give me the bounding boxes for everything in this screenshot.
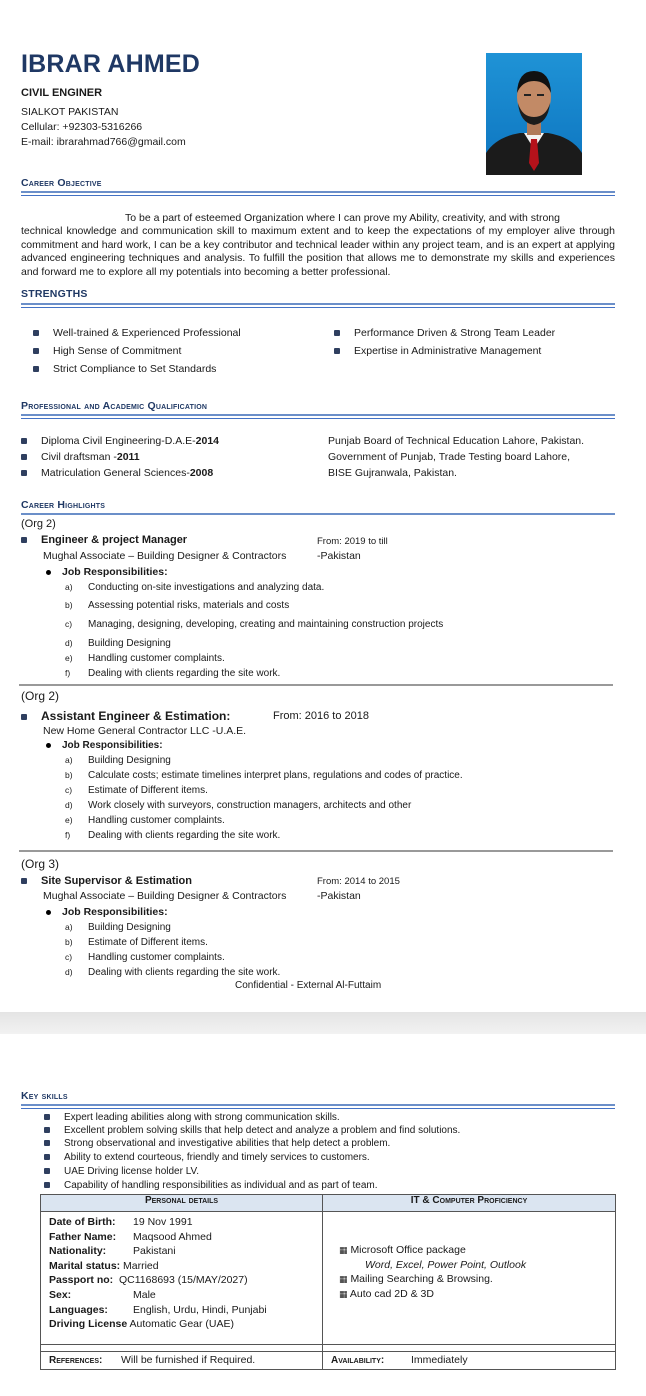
bullet-icon <box>33 366 39 372</box>
confidentiality-footer: Confidential - External Al-Futtaim <box>235 980 382 991</box>
duty-item: e) Handling customer complaints. <box>65 653 225 664</box>
bullet-icon <box>334 330 340 336</box>
bullet-dot-icon <box>46 743 51 748</box>
duty-item: c) Estimate of Different items. <box>65 785 208 796</box>
role-period: From: 2019 to till <box>317 536 388 547</box>
grid-bullet-icon: ▦ <box>339 1274 348 1285</box>
qualification-heading: Professional and Academic Qualification <box>21 400 208 412</box>
bullet-icon <box>33 330 39 336</box>
company-country: -Pakistan <box>317 550 361 562</box>
section-divider <box>21 1108 615 1109</box>
email: E-mail: ibrarahmad766@gmail.com <box>21 136 186 148</box>
detail-row: Father Name: Maqsood Ahmed <box>49 1230 212 1243</box>
duty-item: a) Building Designing <box>65 922 171 933</box>
role-period: From: 2016 to 2018 <box>273 710 370 722</box>
skill-item: Ability to extend courteous, friendly and timely services to customers. <box>44 1152 370 1163</box>
detail-row: Passport no: QC1168693 (15/MAY/2027) <box>49 1274 248 1287</box>
grid-bullet-icon: ▦ <box>339 1288 348 1299</box>
skill-item: Expert leading abilities along with strong communication skills. <box>44 1112 340 1123</box>
bullet-icon <box>21 470 27 476</box>
bullet-icon <box>44 1168 50 1174</box>
grid-bullet-icon: ▦ <box>339 1245 348 1255</box>
skill-item: Excellent problem solving skills that help detect and analyze a problem and find solutions. <box>44 1125 460 1136</box>
qualification-board: Government of Punjab, Trade Testing board Lahore, <box>328 451 571 463</box>
bullet-dot-icon <box>46 910 51 915</box>
qualification-item: Civil draftsman -2011 <box>21 451 140 463</box>
it-item: ▦ Auto cad 2D & 3D <box>339 1287 434 1300</box>
detail-row: Sex: Male <box>49 1288 156 1301</box>
it-item: ▦ Mailing Searching & Browsing. <box>339 1273 493 1286</box>
company-name: Mughal Associate – Building Designer & Contractors <box>43 890 287 902</box>
phone: Cellular: +92303-5316266 <box>21 121 143 133</box>
company-name: Mughal Associate – Building Designer & Contractors <box>43 550 287 562</box>
duty-item: b) Calculate costs; estimate timelines interpret plans, regulations and codes of practice. <box>65 770 463 781</box>
duty-item: b) Assessing potential risks, materials and costs <box>65 600 290 611</box>
duty-item: b) Estimate of Different items. <box>65 937 208 948</box>
references-cell: References: Will be furnished if Required. <box>41 1352 323 1370</box>
detail-row: Marital status: Married <box>49 1259 159 1272</box>
duty-item: a) Building Designing <box>65 755 171 766</box>
bullet-icon <box>44 1114 50 1120</box>
strength-item: Performance Driven & Strong Team Leader <box>334 327 555 339</box>
spacer-cell <box>41 1345 323 1352</box>
qualification-board: BISE Gujranwala, Pakistan. <box>328 467 457 479</box>
objective-first-line: To be a part of esteemed Organization where I can prove my Ability, creativity, and with strong <box>125 212 560 224</box>
duty-item: c) Handling customer complaints. <box>65 952 225 963</box>
responsibilities-label: Job Responsibilities: <box>46 566 168 578</box>
bullet-icon <box>44 1182 50 1188</box>
career-highlights-heading: Career Highlights <box>21 499 106 511</box>
availability-cell: Availability: Immediately <box>323 1352 616 1370</box>
company-name: New Home General Contractor LLC -U.A.E. <box>43 725 247 737</box>
qualification-item: Matriculation General Sciences-2008 <box>21 467 213 479</box>
career-objective-text <box>21 212 615 279</box>
duty-item: c) Managing, designing, developing, creating and maintaining construction projects <box>65 619 444 630</box>
skill-item: Capability of handling responsibilities as individual and as part of team. <box>44 1180 378 1191</box>
bullet-icon <box>21 438 27 444</box>
section-divider <box>21 191 615 193</box>
bullet-icon <box>33 348 39 354</box>
bullet-icon <box>21 537 27 543</box>
bullet-icon <box>334 348 340 354</box>
role-title: Engineer & project Manager <box>21 534 187 546</box>
objective-body: technical knowledge and communication skill to maximum extent and to keep the expectations of my employer alive through commitment and hard work, I can be a key contributor and technical leader within any project team, and is an expert at applying advanced engineering techniques and analysis. To fulfill the position that allows me to demonstrate my skills and experiences and forward me to explore all my potentials into becoming a better professional. <box>21 225 615 278</box>
career-objective-heading: Career Objective <box>21 177 102 189</box>
profile-photo <box>486 53 582 175</box>
qualification-item: Diploma Civil Engineering-D.A.E-2014 <box>21 435 219 447</box>
skill-item: Strong observational and investigative abilities that help detect a problem. <box>44 1138 390 1149</box>
org-label: (Org 2) <box>21 518 56 530</box>
section-divider <box>21 195 615 196</box>
bullet-icon <box>44 1127 50 1133</box>
key-skills-heading: Key skills <box>21 1090 68 1102</box>
bullet-dot-icon <box>46 570 51 575</box>
responsibilities-label: Job Responsibilities: <box>46 740 163 751</box>
bullet-icon <box>21 454 27 460</box>
qualification-board: Punjab Board of Technical Education Lahore, Pakistan. <box>328 435 585 447</box>
bullet-icon <box>44 1140 50 1146</box>
it-proficiency-cell <box>323 1212 616 1345</box>
section-divider <box>21 307 615 308</box>
it-item: ▦ Microsoft Office package <box>339 1244 466 1256</box>
duty-item: f) Dealing with clients regarding the site work. <box>65 830 281 841</box>
resume-page-2 <box>0 1034 646 1396</box>
personal-details-table <box>40 1194 616 1370</box>
company-country: -Pakistan <box>317 890 361 902</box>
spacer-cell <box>323 1345 616 1352</box>
location: SIALKOT PAKISTAN <box>21 106 119 118</box>
duty-item: e) Handling customer complaints. <box>65 815 225 826</box>
page-gap <box>0 1012 646 1034</box>
bullet-icon <box>21 878 27 884</box>
detail-row: Driving License Automatic Gear (UAE) <box>49 1318 234 1331</box>
duty-item: d) Building Designing <box>65 638 171 649</box>
detail-row: Nationality: Pakistani <box>49 1245 176 1258</box>
duty-item: f) Dealing with clients regarding the site work. <box>65 668 281 679</box>
bullet-icon <box>44 1154 50 1160</box>
bullet-icon <box>21 714 27 720</box>
it-proficiency-header: IT & Computer Proficiency <box>323 1195 616 1212</box>
detail-row: Languages: English, Urdu, Hindi, Punjabi <box>49 1303 267 1316</box>
skill-item: UAE Driving license holder LV. <box>44 1166 199 1177</box>
personal-details-header: Personal details <box>41 1195 323 1212</box>
duty-item: d) Work closely with surveyors, construction managers, architects and other <box>65 800 412 811</box>
strengths-heading: STRENGTHS <box>21 288 88 300</box>
strength-item: High Sense of Commitment <box>33 345 181 357</box>
candidate-name: IBRAR AHMED <box>21 50 201 78</box>
org-divider <box>19 684 613 686</box>
section-divider <box>21 1104 615 1106</box>
strength-item: Expertise in Administrative Management <box>334 345 541 357</box>
org-label: (Org 3) <box>21 857 60 871</box>
strength-item: Strict Compliance to Set Standards <box>33 363 216 375</box>
role-period: From: 2014 to 2015 <box>317 876 400 887</box>
section-divider <box>21 418 615 419</box>
it-sub-item: Word, Excel, Power Point, Outlook <box>365 1258 527 1271</box>
responsibilities-label: Job Responsibilities: <box>46 906 168 918</box>
section-divider <box>21 513 615 515</box>
role-title: Assistant Engineer & Estimation: <box>21 709 230 723</box>
duty-item: a) Conducting on-site investigations and analyzing data. <box>65 582 325 593</box>
duty-item: d) Dealing with clients regarding the site work. <box>65 967 281 978</box>
section-divider <box>21 303 615 305</box>
job-title: CIVIL ENGINER <box>21 87 103 99</box>
strength-item: Well-trained & Experienced Professional <box>33 327 241 339</box>
org-divider <box>19 850 613 852</box>
role-title: Site Supervisor & Estimation <box>21 875 192 887</box>
detail-row: Date of Birth: 19 Nov 1991 <box>49 1216 193 1228</box>
org-label: (Org 2) <box>21 689 60 703</box>
section-divider <box>21 414 615 416</box>
personal-details-cell <box>41 1212 323 1345</box>
